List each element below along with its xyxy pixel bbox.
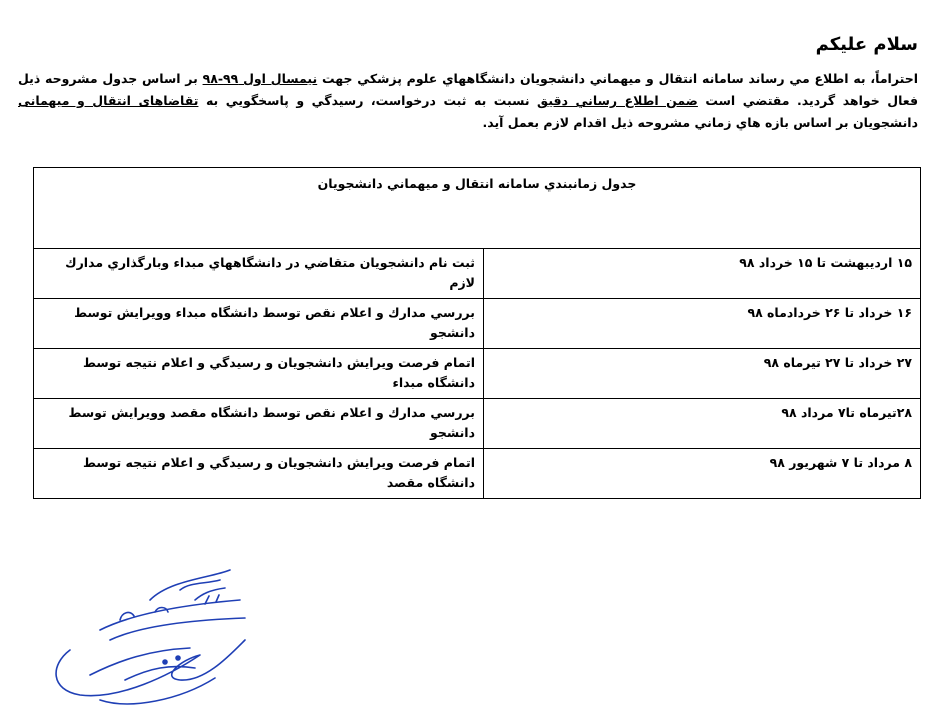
task-cell: بررسي مدارك و اعلام نقص توسط دانشگاه مبداء وويرايش توسط دانشجو: [34, 299, 484, 349]
handwritten-signature: [30, 560, 280, 720]
table-row: [34, 249, 921, 299]
requests-underlined: تقاضاهای انتقال و میهمانی: [18, 93, 199, 108]
paragraph-text: بر اساس جدول مشروحه ذيل فعال خواهد گرديد. مقتضي است: [18, 71, 919, 108]
schedule-table: [33, 167, 921, 499]
letter-paragraph: [18, 68, 918, 134]
task-cell: بررسي مدارك و اعلام نقص توسط دانشگاه مقصد وويرايش توسط دانشجو: [34, 399, 484, 449]
greeting: سلام علیکم: [815, 34, 918, 55]
table-row: [34, 349, 921, 399]
date-cell: ۸ مرداد تا ۷ شهريور ۹۸: [484, 449, 921, 499]
date-cell: ۱۵ ارديبهشت تا ۱۵ خرداد ۹۸: [484, 249, 921, 299]
date-cell: ۲۷ خرداد تا ۲۷ تيرماه ۹۸: [484, 349, 921, 399]
date-cell: ۱۶ خرداد تا ۲۶ خردادماه ۹۸: [484, 299, 921, 349]
notice-underlined: ضمن اطلاع رساني دقيق: [537, 93, 698, 108]
table-row: [34, 299, 921, 349]
semester-underlined: نيمسال اول ۹۹-۹۸: [202, 71, 318, 86]
table-title: جدول زمانبندي سامانه انتقال و ميهماني دانشجويان: [34, 168, 921, 249]
task-cell: اتمام فرصت ويرايش دانشجويان و رسيدگي و اعلام نتيجه توسط دانشگاه مقصد: [34, 449, 484, 499]
date-cell: ۲۸تيرماه تا۷ مرداد ۹۸: [484, 399, 921, 449]
paragraph-text: نسبت به ثبت درخواست، رسيدگي و پاسخگويي به: [198, 93, 538, 108]
table-row: [34, 449, 921, 499]
paragraph-text: احتراماً، به اطلاع مي رساند سامانه انتقال و ميهماني دانشجويان دانشگاههاي علوم پزشكي جهت: [317, 71, 919, 86]
paragraph-text: دانشجويان بر اساس بازه هاي زماني مشروحه ذيل اقدام لازم بعمل آيد.: [482, 115, 918, 130]
task-cell: ثبت نام دانشجويان متقاضي در دانشگاههاي مبداء وبارگذاري مدارك لازم: [34, 249, 484, 299]
task-cell: اتمام فرصت ويرايش دانشجويان و رسيدگي و اعلام نتيجه توسط دانشگاه مبداء: [34, 349, 484, 399]
table-row: [34, 399, 921, 449]
